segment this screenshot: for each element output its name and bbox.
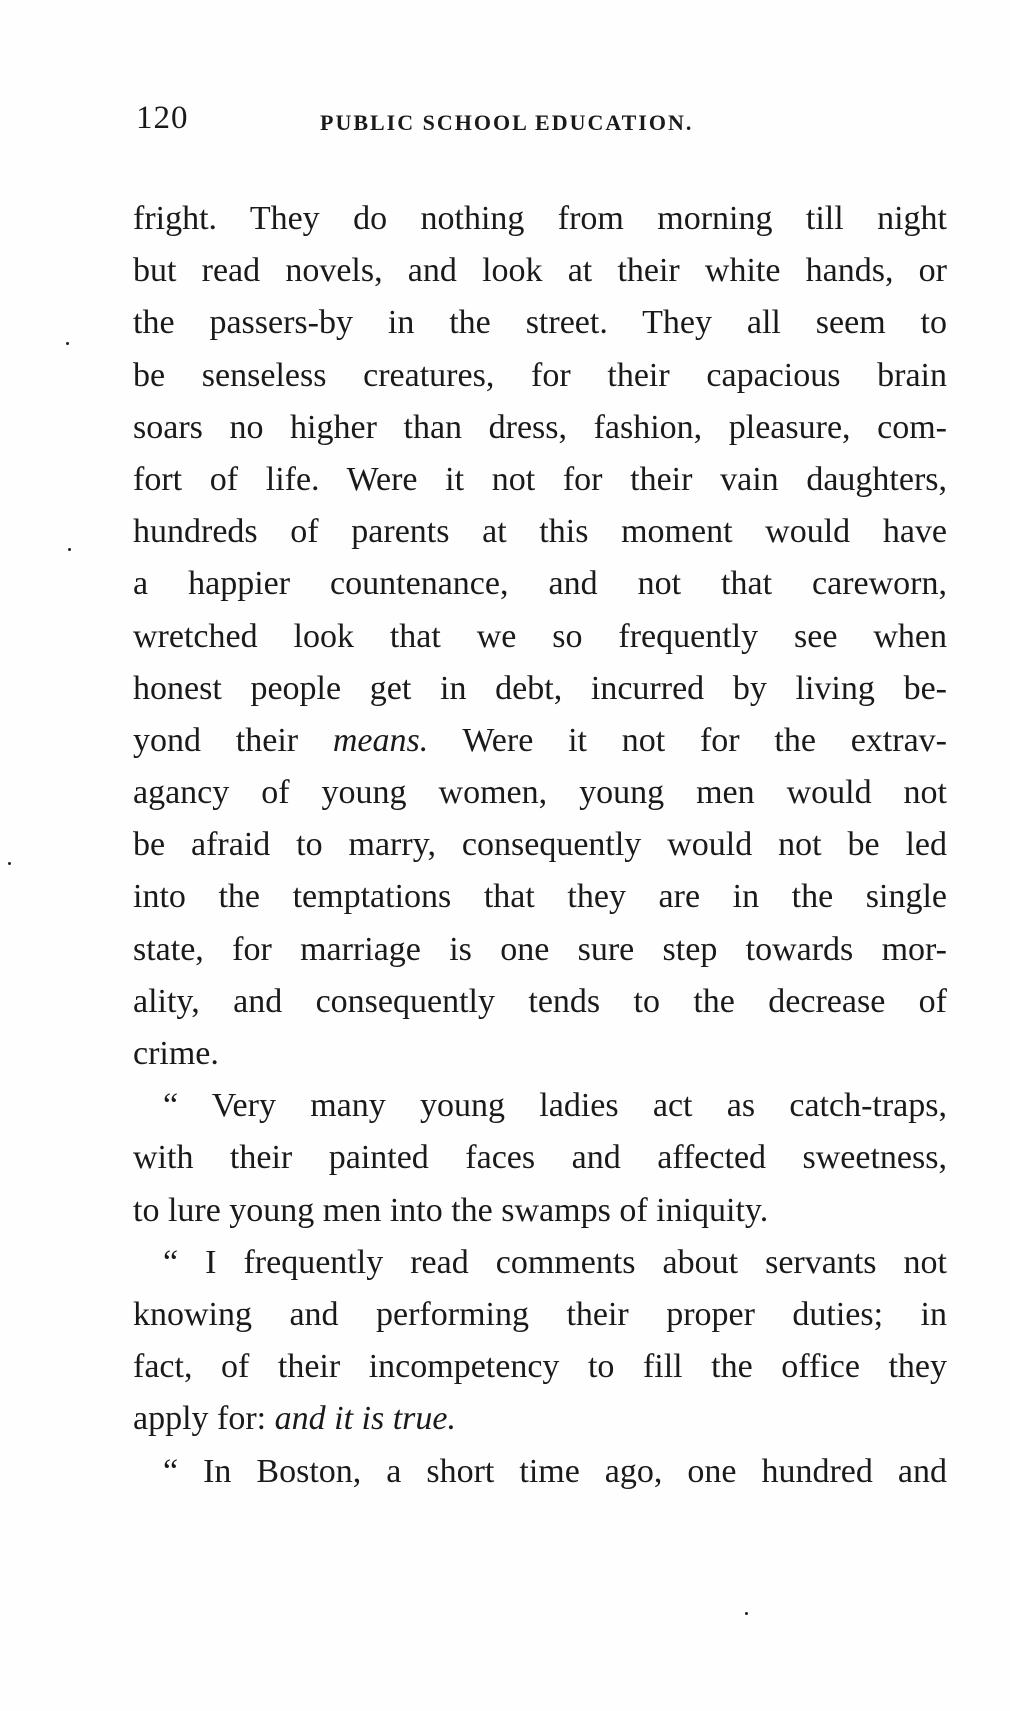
text-segment: apply for: <box>133 1400 275 1438</box>
text-line: state, for marriage is one sure step towards mor- <box>133 930 947 968</box>
text-line: crime. <box>133 1035 219 1072</box>
text-line: hundreds of parents at this moment would have <box>133 513 947 551</box>
text-line: soars no higher than dress, fashion, pleasure, com- <box>133 408 947 446</box>
text-segment: yond their <box>133 721 333 759</box>
text-line: the passers-by in the street. They all seem to <box>133 304 947 342</box>
text-line: into the temptations that they are in the single <box>133 878 947 916</box>
text-line: honest people get in debt, incurred by living be- <box>133 669 947 707</box>
text-line: to lure young men into the swamps of iniquity. <box>133 1191 769 1229</box>
text-line: fort of life. Were it not for their vain daughters, <box>133 460 947 498</box>
text-line: be afraid to marry, consequently would not be led <box>133 826 947 864</box>
text-line: wretched look that we so frequently see when <box>133 617 947 655</box>
text-line: knowing and performing their proper duties; in <box>133 1295 947 1333</box>
text-line: fact, of their incompetency to fill the office they <box>133 1348 947 1386</box>
page-header <box>136 100 856 150</box>
page-number: 120 <box>136 100 189 136</box>
running-title: PUBLIC SCHOOL EDUCATION. <box>320 110 694 135</box>
text-line <box>133 715 947 767</box>
text-line: “ I frequently read comments about servants not <box>163 1243 947 1281</box>
body-text <box>133 193 947 1498</box>
text-line: fright. They do nothing from morning till night <box>133 200 947 237</box>
text-line: but read novels, and look at their white hands, or <box>133 252 947 290</box>
ink-speck <box>68 548 71 551</box>
ink-speck <box>66 342 69 345</box>
ink-speck <box>745 1612 748 1615</box>
text-line: “ In Boston, a short time ago, one hundred and <box>163 1452 947 1490</box>
text-line <box>133 1393 947 1445</box>
italic-text: means. <box>332 721 429 759</box>
text-line: ality, and consequently tends to the decrease of <box>133 982 947 1020</box>
text-line: be senseless creatures, for their capacious brain <box>133 356 947 394</box>
text-line: agancy of young women, young men would not <box>133 774 947 812</box>
text-segment: Were it not for the extrav- <box>428 721 947 759</box>
italic-text: and it is true. <box>274 1400 456 1438</box>
ink-speck <box>8 862 11 865</box>
text-line: “ Very many young ladies act as catch-traps, <box>163 1087 947 1125</box>
text-line: with their painted faces and affected sweetness, <box>133 1139 947 1177</box>
text-line: a happier countenance, and not that careworn, <box>133 565 947 603</box>
